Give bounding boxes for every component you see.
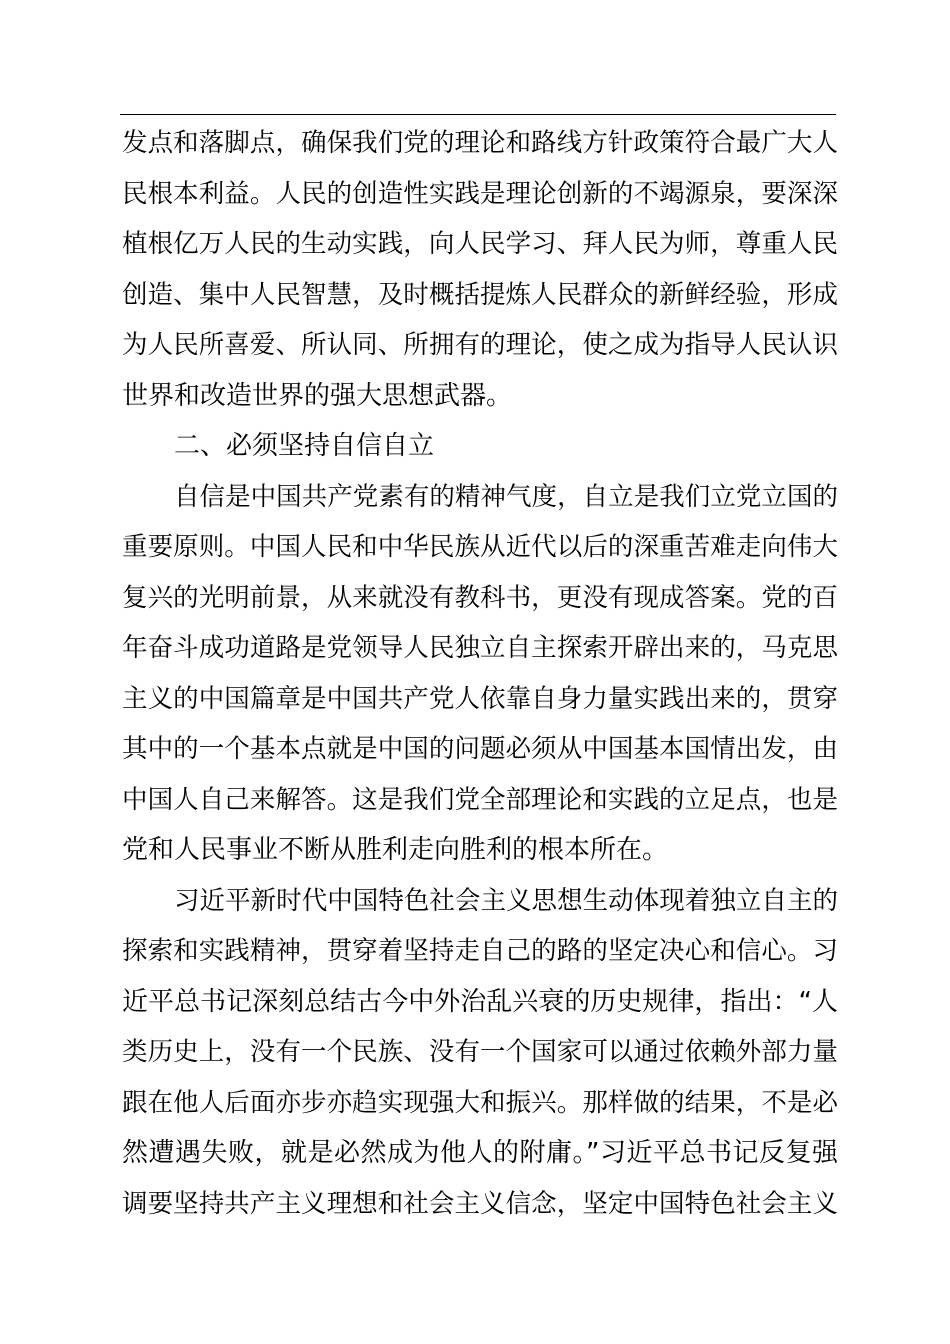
text-line: 习近平新时代中国特色社会主义思想生动体现着独立自主的	[174, 885, 838, 916]
text-line: 党和人民事业不断从胜利走向胜利的根本所在。	[122, 835, 669, 865]
text-line: 类历史上，没有一个民族、没有一个国家可以通过依赖外部力量	[122, 1037, 838, 1067]
text-line: 复兴的光明前景，从来就没有教科书，更没有现成答案。党的百	[122, 582, 838, 613]
text-line: 创造、集中人民智慧，及时概括提炼人民群众的新鲜经验，形成	[122, 279, 838, 310]
text-line: 调要坚持共产主义理想和社会主义信念，坚定中国特色社会主义	[122, 1188, 838, 1219]
text-line: 然遭遇失败，就是必然成为他人的附庸。”习近平总书记反复强	[122, 1138, 838, 1168]
text-line: 重要原则。中国人民和中华民族从近代以后的深重苦难走向伟大	[122, 532, 838, 562]
text-line: 近平总书记深刻总结古今中外治乱兴衰的历史规律，指出：“人	[122, 986, 838, 1017]
text-line: 发点和落脚点，确保我们党的理论和路线方针政策符合最广大人	[122, 128, 838, 158]
text-line: 其中的一个基本点就是中国的问题必须从中国基本国情出发，由	[122, 734, 838, 764]
text-line: 年奋斗成功道路是党领导人民独立自主探索开辟出来的，马克思	[122, 633, 838, 663]
text-line: 自信是中国共产党素有的精神气度，自立是我们立党立国的	[174, 481, 838, 512]
section-heading: 二、必须坚持自信自立	[174, 431, 435, 461]
text-line: 探索和实践精神，贯穿着坚持走自己的路的坚定决心和信心。习	[122, 936, 838, 966]
document-body	[122, 118, 838, 1229]
text-line: 跟在他人后面亦步亦趋实现强大和振兴。那样做的结果，不是必	[122, 1087, 838, 1118]
text-line: 植根亿万人民的生动实践，向人民学习、拜人民为师，尊重人民	[122, 229, 838, 259]
text-line: 中国人自己来解答。这是我们党全部理论和实践的立足点，也是	[122, 784, 838, 815]
text-line: 为人民所喜爱、所认同、所拥有的理论，使之成为指导人民认识	[122, 330, 838, 360]
header-rule	[120, 114, 836, 115]
text-line: 主义的中国篇章是中国共产党人依靠自身力量实践出来的，贯穿	[122, 683, 838, 714]
text-line: 世界和改造世界的强大思想武器。	[122, 380, 513, 411]
text-line: 民根本利益。人民的创造性实践是理论创新的不竭源泉，要深深	[122, 178, 838, 209]
